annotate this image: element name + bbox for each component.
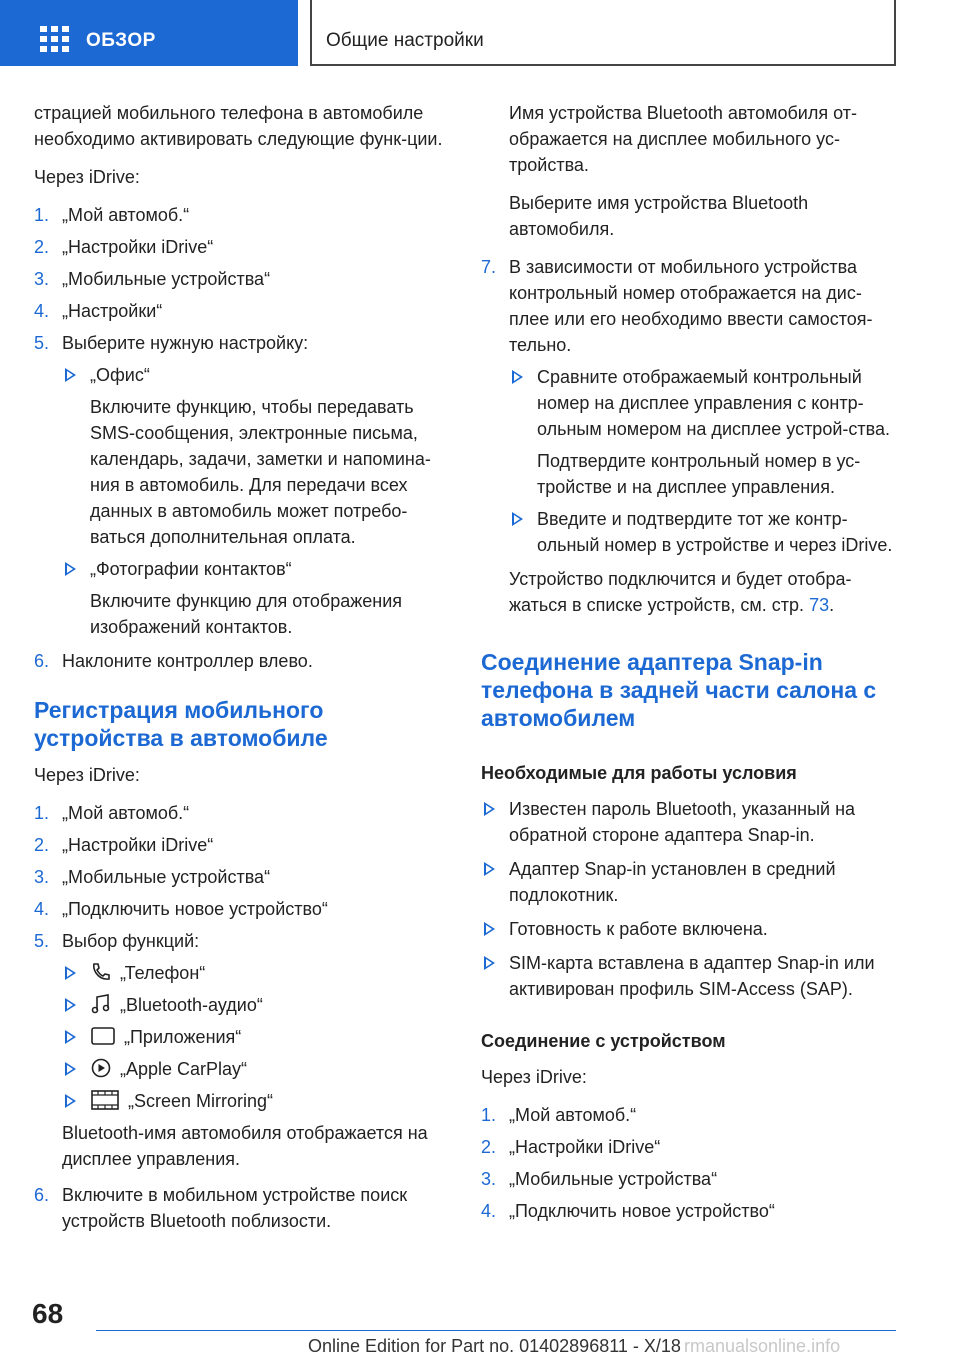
- function-apps: „Приложения“: [62, 1024, 448, 1050]
- footer-edition: Online Edition for Part no. 01402896811 - X/18: [308, 1336, 681, 1356]
- function-phone: „Телефон“: [62, 960, 448, 986]
- conditions-heading: Необходимые для работы условия: [481, 763, 797, 783]
- list-item: 2. „Настройки iDrive“: [34, 835, 214, 855]
- carplay-icon: [90, 1057, 112, 1079]
- list-item: Известен пароль Bluetooth, указанный на обратной стороне адаптера Snap-in.: [481, 796, 901, 848]
- compare-code-option: Сравните отображаемый контрольный номер на дисплее управления с контр-ольным номером на дисплее устрой-ства. Подтвердите контрольный номер в ус-тройстве и на дисплее управления.: [509, 364, 901, 500]
- triangle-bullet-icon: [65, 966, 76, 980]
- via-idrive-label: Через iDrive:: [34, 167, 140, 187]
- page-ref-link[interactable]: 73: [809, 595, 830, 615]
- triangle-bullet-icon: [65, 1030, 76, 1044]
- left-column: [34, 100, 448, 1240]
- list-item: 2. „Настройки iDrive“: [34, 237, 214, 257]
- list-item: 3. „Мобильные устройства“: [34, 269, 271, 289]
- connected-paragraph: Устройство подключится и будет отобра-жаться в списке устройств, см. стр. 73.: [509, 569, 852, 615]
- section-heading-registration: Регистрация мобильного устройства в автомобиле: [34, 697, 328, 751]
- app-window-icon: [90, 1025, 116, 1047]
- list-item: SIM-карта вставлена в адаптер Snap-in или активирован профиль SIM-Access (SAP).: [481, 950, 901, 1002]
- enter-code-option: Введите и подтвердите тот же контр-ольный номер в устройстве и через iDrive.: [509, 506, 901, 558]
- list-item: 4. „Подключить новое устройство“: [34, 899, 328, 919]
- list-item: Готовность к работе включена.: [481, 916, 901, 942]
- triangle-bullet-icon: [484, 956, 495, 970]
- grid-icon: [40, 26, 70, 52]
- triangle-bullet-icon: [65, 562, 76, 576]
- function-carplay: „Apple CarPlay“: [62, 1056, 448, 1082]
- bt-name-shown-paragraph: Имя устройства Bluetooth автомобиля от-ображается на дисплее мобильного ус-тройства.: [509, 103, 857, 175]
- triangle-bullet-icon: [65, 1094, 76, 1108]
- list-item: 4. „Настройки“: [34, 301, 163, 321]
- section-title: Общие настройки: [326, 30, 484, 51]
- list-item: 7. В зависимости от мобильного устройства контрольный номер отображается на дис-плее или его необходимо ввести самостоя-тельно.: [481, 257, 873, 355]
- triangle-bullet-icon: [512, 512, 523, 526]
- intro-paragraph: страцией мобильного телефона в автомобиле необходимо активировать следующие функ-ции.: [34, 103, 443, 149]
- option-office: „Офис“ Включите функцию, чтобы передавать SMS-сообщения, электронные письма, календарь, задачи, заметки и напомина-ния в автомобиль. Для передачи всех данных в автомобиль может потребо-ваться дополнительная оплата.: [62, 362, 448, 550]
- list-item: Адаптер Snap-in установлен в средний подлокотник.: [481, 856, 901, 908]
- section-heading-snapin: Соединение адаптера Snap-in телефона в задней части салона с автомобилем: [481, 649, 877, 731]
- footer-rule: [96, 1330, 896, 1331]
- list-item: 2. „Настройки iDrive“: [481, 1137, 661, 1157]
- list-item: 6. Наклоните контроллер влево.: [34, 651, 313, 671]
- list-item: 1. „Мой автомоб.“: [34, 803, 190, 823]
- right-column: [481, 100, 901, 1230]
- triangle-bullet-icon: [484, 922, 495, 936]
- list-item: 3. „Мобильные устройства“: [34, 867, 271, 887]
- overview-tab[interactable]: [0, 0, 298, 66]
- list-item: 1. „Мой автомоб.“: [34, 205, 190, 225]
- list-item: 5. Выбор функций:: [34, 931, 200, 951]
- triangle-bullet-icon: [484, 802, 495, 816]
- function-screen-mirroring: „Screen Mirroring“: [62, 1088, 448, 1114]
- bt-name-note: Bluetooth-имя автомобиля отображается на дисплее управления.: [62, 1123, 428, 1169]
- screen-mirroring-icon: [90, 1089, 120, 1111]
- option-office-desc: Включите функцию, чтобы передавать SMS-сообщения, электронные письма, календарь, задачи, заметки и напомина-ния в автомобиль. Для передачи всех данных в автомобиль может потребо-ваться дополнительная оплата.: [90, 397, 431, 547]
- music-note-icon: [90, 993, 112, 1015]
- list-item: 3. „Мобильные устройства“: [481, 1169, 718, 1189]
- list-item: 5. Выберите нужную настройку:: [34, 333, 309, 353]
- triangle-bullet-icon: [65, 998, 76, 1012]
- connection-heading: Соединение с устройством: [481, 1031, 726, 1051]
- list-item: 1. „Мой автомоб.“: [481, 1105, 637, 1125]
- phone-icon: [90, 961, 112, 983]
- list-item: 6. Включите в мобильном устройстве поиск устройств Bluetooth поблизости.: [34, 1185, 408, 1231]
- triangle-bullet-icon: [65, 1062, 76, 1076]
- function-bluetooth-audio: „Bluetooth-аудио“: [62, 992, 448, 1018]
- option-contact-photos: „Фотографии контактов“ Включите функцию для отображения изображений контактов.: [62, 556, 448, 640]
- footer-watermark: rmanualsonline.info: [684, 1336, 841, 1356]
- choose-bt-name-paragraph: Выберите имя устройства Bluetooth автомобиля.: [509, 193, 809, 239]
- triangle-bullet-icon: [484, 862, 495, 876]
- triangle-bullet-icon: [512, 370, 523, 384]
- triangle-bullet-icon: [65, 368, 76, 382]
- option-contact-photos-desc: Включите функцию для отображения изображений контактов.: [90, 591, 403, 637]
- overview-tab-label: ОБЗОР: [86, 30, 156, 51]
- via-idrive-label: Через iDrive:: [34, 765, 140, 785]
- page-number: 68: [32, 1298, 64, 1329]
- via-idrive-label: Через iDrive:: [481, 1067, 587, 1087]
- list-item: 4. „Подключить новое устройство“: [481, 1201, 775, 1221]
